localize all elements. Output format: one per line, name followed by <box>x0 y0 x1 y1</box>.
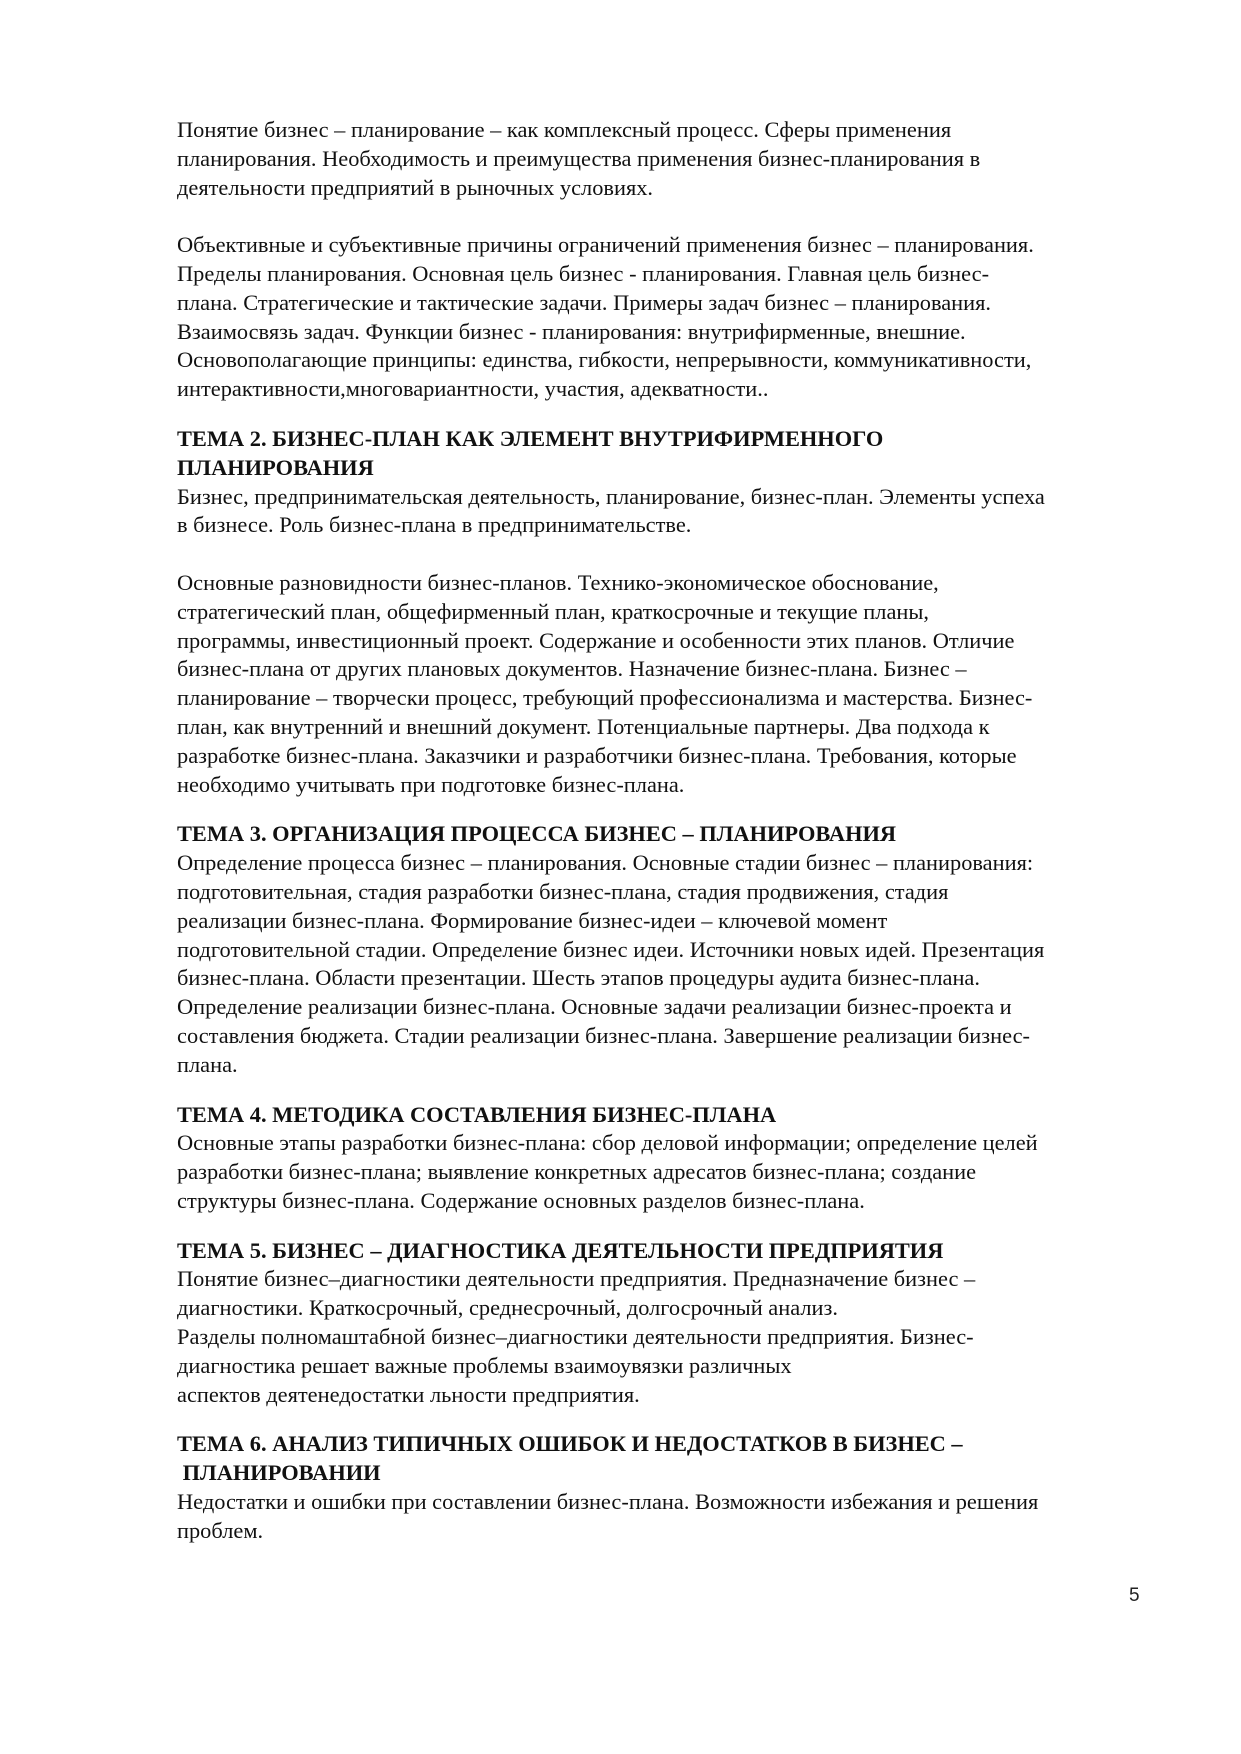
text-line: составления бюджета. Стадии реализации бизнес-плана. Завершение реализации бизнес- <box>177 1022 1030 1048</box>
paragraph-business-plan-types <box>177 569 1152 799</box>
text-line: проблем. <box>177 1517 264 1543</box>
text-line: разработки бизнес-плана; выявление конкретных адресатов бизнес-плана; создание <box>177 1159 977 1185</box>
heading-topic-6 <box>177 1430 1152 1488</box>
text-line: Разделы полномаштабной бизнес–диагностики деятельности предприятия. Бизнес- <box>177 1324 974 1350</box>
paragraph-spacer <box>177 1409 1152 1430</box>
text-line: планирование – творчески процесс, требующий профессионализма и мастерства. Бизнес- <box>177 685 1033 711</box>
paragraph-planning-process <box>177 849 1152 1079</box>
text-line: бизнес-плана от других плановых документов. Назначение бизнес-плана. Бизнес – <box>177 656 967 682</box>
paragraph-spacer <box>177 799 1152 820</box>
document-page <box>177 116 1152 1546</box>
text-line: Определение реализации бизнес-плана. Основные задачи реализации бизнес-проекта и <box>177 994 1012 1020</box>
heading-topic-3 <box>177 820 1152 849</box>
text-line: диагностики. Краткосрочный, среднесрочный, долгосрочный анализ. <box>177 1295 838 1321</box>
text-line: программы, инвестиционный проект. Содержание и особенности этих планов. Отличие <box>177 627 1015 653</box>
text-line: подготовительной стадии. Определение бизнес идеи. Источники новых идей. Презентация <box>177 936 1045 962</box>
text-line: деятельности предприятий в рыночных условиях. <box>177 174 654 200</box>
paragraph-spacer <box>177 540 1152 569</box>
text-line: Недостатки и ошибки при составлении бизнес-плана. Возможности избежания и решения <box>177 1489 1039 1515</box>
paragraph-spacer <box>177 1080 1152 1101</box>
text-line: планирования. Необходимость и преимущества применения бизнес-планирования в <box>177 145 981 171</box>
heading-line: ТЕМА 6. АНАЛИЗ ТИПИЧНЫХ ОШИБОК И НЕДОСТАТКОВ В БИЗНЕС – <box>177 1431 963 1457</box>
heading-line: ТЕМА 5. БИЗНЕС – ДИАГНОСТИКА ДЕЯТЕЛЬНОСТИ ПРЕДПРИЯТИЯ <box>177 1237 944 1263</box>
page-number: 5 <box>1129 1585 1140 1606</box>
text-line: стратегический план, общефирменный план, краткосрочные и текущие планы, <box>177 598 930 624</box>
text-line: Взаимосвязь задач. Функции бизнес - планирования: внутрифирменные, внешние. <box>177 318 966 344</box>
paragraph-spacer <box>177 202 1152 231</box>
text-line: структуры бизнес-плана. Содержание основных разделов бизнес-плана. <box>177 1187 865 1213</box>
text-line: Объективные и субъективные причины ограничений применения бизнес – планирования. <box>177 232 1034 258</box>
text-line: Основные этапы разработки бизнес-плана: сбор деловой информации; определение целей <box>177 1130 1038 1156</box>
text-line: план, как внутренний и внешний документ. Потенциальные партнеры. Два подхода к <box>177 713 990 739</box>
heading-topic-5 <box>177 1237 1152 1266</box>
text-line: разработке бизнес-плана. Заказчики и разработчики бизнес-плана. Требования, которые <box>177 742 1017 768</box>
text-line: плана. Стратегические и тактические задачи. Примеры задач бизнес – планирования. <box>177 289 992 315</box>
paragraph-business-planning-concept <box>177 116 1152 202</box>
heading-line: ПЛАНИРОВАНИЯ <box>177 454 374 480</box>
paragraph-planning-limits <box>177 231 1152 404</box>
text-line: Бизнес, предпринимательская деятельность, планирование, бизнес-план. Элементы успеха <box>177 483 1045 509</box>
text-line: Основные разновидности бизнес-планов. Технико-экономическое обоснование, <box>177 569 939 595</box>
text-line: необходимо учитывать при подготовке бизнес-плана. <box>177 771 685 797</box>
text-line: Основополагающие принципы: единства, гибкости, непрерывности, коммуникативности, <box>177 347 1032 373</box>
paragraph-errors <box>177 1488 1152 1546</box>
paragraph-spacer <box>177 1216 1152 1237</box>
heading-line: ТЕМА 3. ОРГАНИЗАЦИЯ ПРОЦЕССА БИЗНЕС – ПЛАНИРОВАНИЯ <box>177 821 897 847</box>
paragraph-diagnostics <box>177 1265 1152 1409</box>
text-line: реализации бизнес-плана. Формирование бизнес-идеи – ключевой момент <box>177 907 888 933</box>
heading-topic-2 <box>177 425 1152 483</box>
heading-line: ТЕМА 4. МЕТОДИКА СОСТАВЛЕНИЯ БИЗНЕС-ПЛАНА <box>177 1101 777 1127</box>
text-line: интерактивности,многовариантности, участия, адекватности.. <box>177 376 769 402</box>
text-line: Понятие бизнес – планирование – как комплексный процесс. Сферы применения <box>177 117 952 142</box>
text-line: в бизнесе. Роль бизнес-плана в предпринимательстве. <box>177 512 692 538</box>
text-line: аспектов деятенедостатки льности предприятия. <box>177 1381 640 1407</box>
heading-topic-4 <box>177 1101 1152 1130</box>
paragraph-spacer <box>177 404 1152 425</box>
text-line: бизнес-плана. Области презентации. Шесть этапов процедуры аудита бизнес-плана. <box>177 965 980 991</box>
text-line: подготовительная, стадия разработки бизнес-плана, стадия продвижения, стадия <box>177 878 949 904</box>
heading-line: ТЕМА 2. БИЗНЕС-ПЛАН КАК ЭЛЕМЕНТ ВНУТРИФИРМЕННОГО <box>177 425 884 451</box>
text-line: Пределы планирования. Основная цель бизнес - планирования. Главная цель бизнес- <box>177 260 990 286</box>
paragraph-business-entrepreneurship <box>177 483 1152 541</box>
heading-line: ПЛАНИРОВАНИИ <box>177 1460 381 1486</box>
text-line: Определение процесса бизнес – планирования. Основные стадии бизнес – планирования: <box>177 850 1034 876</box>
paragraph-methodology <box>177 1129 1152 1215</box>
text-line: диагностика решает важные проблемы взаимоувязки различных <box>177 1352 792 1378</box>
text-line: Понятие бизнес–диагностики деятельности предприятия. Предназначение бизнес – <box>177 1266 976 1292</box>
text-line: плана. <box>177 1051 238 1077</box>
